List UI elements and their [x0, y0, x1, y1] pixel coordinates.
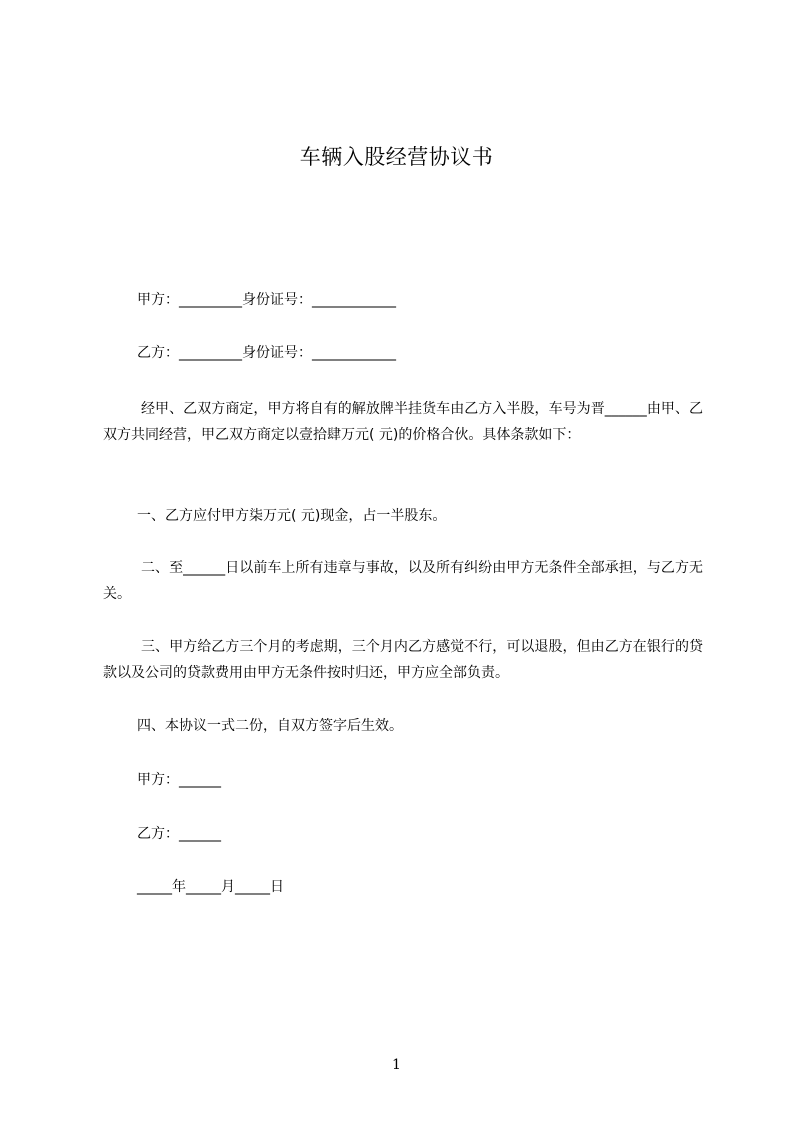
clause-4: 四、本协议一式二份，自双方签字后生效。	[137, 718, 403, 734]
clause-2: 二、至______日以前车上所有违章与事故，以及所有纠纷由甲方无条件全部承担，与乙方无关。	[103, 560, 703, 602]
clause-1: 一、乙方应付甲方柒万元( 元)现金，占一半股东。	[137, 508, 447, 524]
page-number: 1	[392, 1057, 401, 1073]
signature-party-b: 乙方：______	[137, 826, 221, 842]
intro-paragraph: 经甲、乙双方商定，甲方将自有的解放牌半挂货车由乙方入半股，车号为晋______由甲、乙双方共同经营，甲乙双方商定以壹拾肆万元( 元)的价格合伙。具体条款如下：	[103, 401, 703, 443]
signature-party-a: 甲方：______	[137, 772, 221, 788]
document-title: 车辆入股经营协议书	[299, 145, 494, 169]
clause-3: 三、甲方给乙方三个月的考虑期，三个月内乙方感觉不行，可以退股，但由乙方在银行的贷款以及公司的贷款费用由甲方无条件按时归还，甲方应全部负责。	[103, 639, 703, 681]
party-a-id-line: 甲方：_________身份证号：____________	[137, 292, 396, 308]
date-line: _____年_____月_____日	[137, 879, 284, 895]
party-b-id-line: 乙方：_________身份证号：____________	[137, 345, 396, 361]
